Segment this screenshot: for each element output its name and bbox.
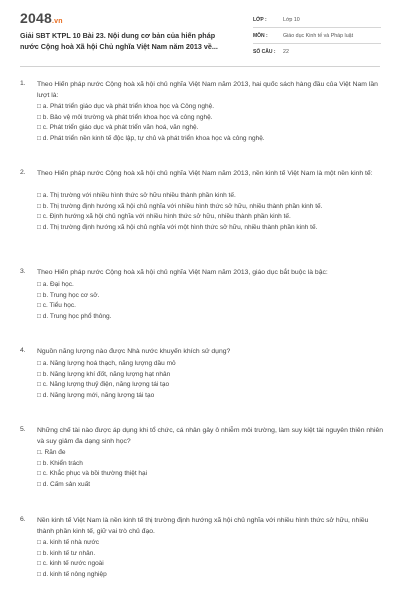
option-d[interactable]: □ d. Năng lượng mới, năng lượng tái tạo bbox=[37, 391, 155, 399]
option-d[interactable]: □ d. Thị trường định hướng xã hội chủ nghĩa với một hình thức sở hữu, nhiều thành phần kinh tế. bbox=[37, 223, 318, 231]
option-a[interactable]: □ a. Phát triển giáo dục và phát triển khoa học và Công nghệ. bbox=[37, 103, 215, 110]
option-list bbox=[37, 538, 383, 580]
option-b[interactable]: □ b. kinh tế tư nhân. bbox=[37, 549, 96, 557]
question-number: 4. bbox=[20, 347, 26, 354]
question-text: Nguồn năng lượng nào được Nhà nước khuyến khích sử dụng? bbox=[37, 348, 231, 355]
option-a[interactable]: □ a. kinh tế nhà nước bbox=[37, 539, 100, 546]
meta-row-subject bbox=[253, 28, 381, 44]
logo-text: 2048 bbox=[20, 10, 52, 26]
meta-value: 22 bbox=[283, 49, 289, 55]
question-text: Theo Hiến pháp nước Cộng hoà xã hội chủ nghĩa Việt Nam năm 2013, hai quốc sách hàng đầu của Việt Nam lần lượt là: bbox=[37, 81, 378, 99]
question-text: Theo Hiến pháp nước Cộng hoà xã hội chủ nghĩa Việt Nam năm 2013, nền kinh tế Việt Nam là một nền kinh tế: bbox=[37, 170, 373, 177]
question-text: Theo Hiến pháp nước Cộng hoà xã hội chủ nghĩa Việt Nam năm 2013, giáo dục bắt buộc là bậc: bbox=[37, 269, 328, 276]
option-list bbox=[37, 280, 383, 322]
option-b[interactable]: □ b. Thị trường định hướng xã hội chủ nghĩa với nhiều hình thức sở hữu, nhiều thành phần kinh tế. bbox=[37, 202, 323, 210]
option-d[interactable]: □ d. kinh tế nông nghiệp bbox=[37, 570, 107, 578]
question-number: 1. bbox=[20, 80, 26, 87]
meta-row-count bbox=[253, 44, 381, 60]
option-b[interactable]: □ b. Khiển trách bbox=[37, 459, 83, 467]
option-c[interactable]: □ c. Định hướng xã hội chủ nghĩa với nhiều hình thức sở hữu, nhiều thành phần kinh tế. bbox=[37, 213, 291, 220]
option-a[interactable]: □. Răn đe bbox=[37, 449, 66, 456]
question-number: 6. bbox=[20, 516, 26, 523]
option-list bbox=[37, 448, 383, 490]
option-d[interactable]: □ d. Phát triển nền kinh tế độc lập, tự chủ và phát triển khoa học và công nghệ. bbox=[37, 134, 265, 142]
question-number: 2. bbox=[20, 169, 26, 176]
header bbox=[0, 0, 400, 66]
option-c[interactable]: □ c. Phát triển giáo dục và phát triển văn hoá, văn nghệ. bbox=[37, 124, 199, 131]
meta-label: SỐ CÂU : bbox=[253, 49, 276, 55]
option-b[interactable]: □ b. Năng lượng khí đốt, năng lượng hạt nhân bbox=[37, 370, 171, 378]
option-d[interactable]: □ d. Cấm sản xuất bbox=[37, 480, 91, 488]
document-meta bbox=[253, 12, 381, 60]
option-list bbox=[37, 359, 383, 401]
option-c[interactable]: □ c. Khắc phục và bồi thường thiệt hại bbox=[37, 470, 148, 477]
option-c[interactable]: □ c. Năng lượng thuỷ điện, năng lượng tái tạo bbox=[37, 381, 170, 388]
question-text: Những chế tài nào được áp dụng khi tổ chức, cá nhân gây ô nhiễm môi trường, làm suy kiệt tài nguyên thiên nhiên và suy giảm đa dạng sinh học? bbox=[37, 427, 384, 445]
meta-value: Lớp 10 bbox=[283, 16, 300, 23]
question-number: 3. bbox=[20, 268, 26, 275]
option-a[interactable]: □ a. Đại học. bbox=[37, 281, 74, 288]
meta-value: Giáo dục Kinh tế và Pháp luật bbox=[283, 32, 354, 39]
meta-label: MÔN : bbox=[253, 32, 268, 39]
header-divider bbox=[20, 66, 380, 67]
option-b[interactable]: □ b. Trung học cơ sở. bbox=[37, 291, 100, 299]
option-list bbox=[37, 191, 383, 233]
option-c[interactable]: □ c. kinh tế nước ngoài bbox=[37, 560, 104, 567]
site-logo[interactable] bbox=[20, 10, 63, 26]
option-c[interactable]: □ c. Tiểu học. bbox=[37, 302, 76, 309]
option-a[interactable]: □ a. Thị trường với nhiều hình thức sở hữu nhiều thành phần kinh tế. bbox=[37, 192, 236, 199]
option-list bbox=[37, 102, 383, 144]
option-a[interactable]: □ a. Năng lượng hoá thạch, năng lượng dầu mỏ bbox=[37, 360, 176, 367]
logo-suffix: .vn bbox=[51, 18, 63, 25]
question-number: 5. bbox=[20, 426, 26, 433]
meta-row-class bbox=[253, 12, 381, 28]
meta-label: LỚP : bbox=[253, 16, 267, 23]
option-b[interactable]: □ b. Bảo vệ môi trường và phát triển khoa học và công nghệ. bbox=[37, 113, 213, 121]
option-d[interactable]: □ d. Trung học phổ thông. bbox=[37, 312, 112, 320]
question-text: Nền kinh tế Việt Nam là nền kinh tế thị trường định hướng xã hội chủ nghĩa với nhiều hình thức sở hữu, nhiều thành phần kinh tế, giữ vai trò chủ đạo. bbox=[37, 517, 369, 535]
document-title: Giải SBT KTPL 10 Bài 23. Nội dung cơ bản của hiến pháp nước Cộng hoà Xã hội Chủ nghĩa Việt Nam năm 2013 về... bbox=[20, 31, 218, 51]
